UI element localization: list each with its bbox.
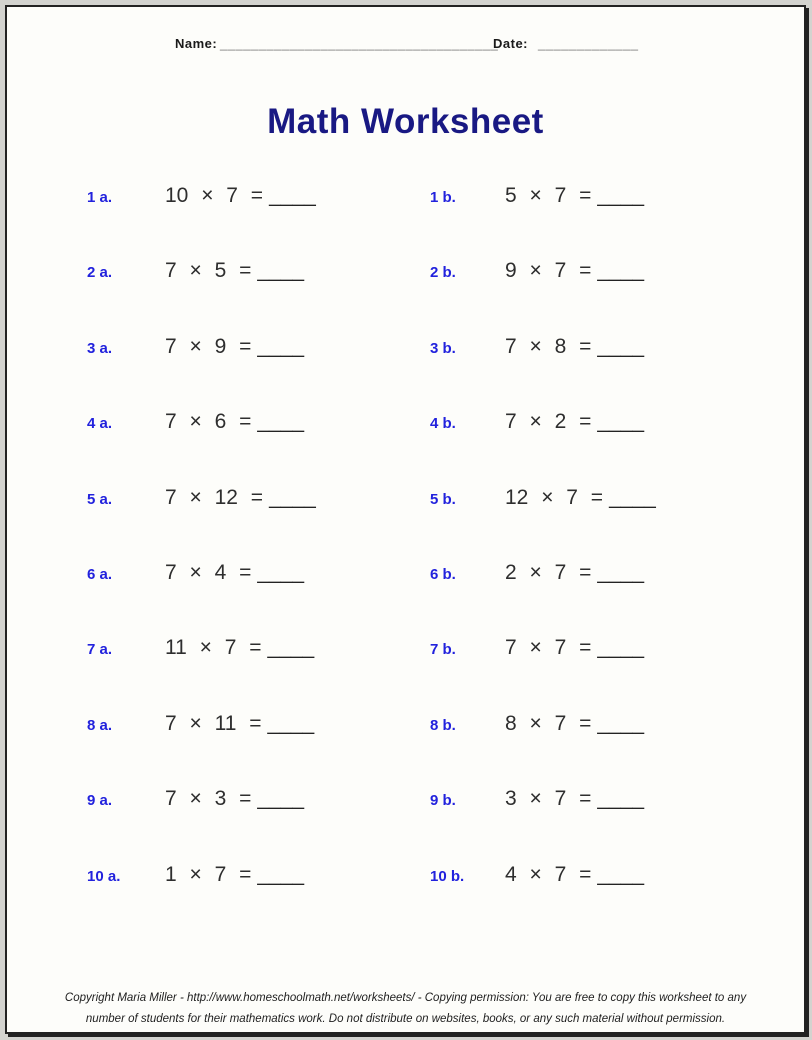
problem-label: 10 b. [430, 868, 465, 885]
answer-blank: ____ [597, 787, 645, 810]
problem-label: 9 a. [87, 792, 113, 809]
problem-expression: 9 × 7 = ____ [505, 259, 645, 282]
answer-blank: ____ [609, 486, 656, 509]
problem-expression: 7 × 12 = ____ [165, 486, 316, 509]
problem-expression: 5 × 7 = ____ [505, 184, 645, 207]
problem-label: 7 b. [430, 641, 456, 658]
answer-blank: ____ [257, 863, 305, 886]
answer-blank: ____ [597, 863, 645, 886]
answer-blank: ____ [269, 184, 316, 207]
copyright-line: Copyright Maria Miller - http://www.homeschoolmath.net/worksheets/ - Copying permission: You are free to copy this worksheet to any [64, 992, 747, 1004]
problem-row [7, 258, 804, 284]
name-blank-line: ____________________________________ [220, 36, 499, 51]
date-label: Date: [493, 36, 529, 51]
answer-blank: ____ [597, 561, 645, 584]
answer-blank: ____ [267, 636, 315, 659]
problem-row [7, 560, 804, 586]
problem-expression: 7 × 4 = ____ [165, 561, 305, 584]
problem-label: 7 a. [87, 641, 113, 658]
problem-label: 5 a. [87, 491, 113, 508]
problem-label: 1 a. [87, 189, 113, 206]
answer-blank: ____ [597, 410, 645, 433]
name-label: Name: [175, 36, 218, 51]
problem-label: 2 b. [430, 264, 456, 281]
problem-expression: 7 × 2 = ____ [505, 410, 645, 433]
problem-label: 3 a. [87, 340, 113, 357]
problem-expression: 1 × 7 = ____ [165, 863, 305, 886]
problem-expression: 7 × 7 = ____ [505, 636, 645, 659]
problem-expression: 11 × 7 = ____ [165, 636, 315, 659]
answer-blank: ____ [597, 636, 645, 659]
page-title: Math Worksheet [267, 102, 544, 141]
problem-label: 5 b. [430, 491, 456, 508]
date-blank-line: _____________ [538, 36, 639, 51]
problem-row [7, 334, 804, 360]
problem-row [7, 635, 804, 661]
answer-blank: ____ [267, 712, 315, 735]
problem-expression: 7 × 5 = ____ [165, 259, 305, 282]
answer-blank: ____ [257, 410, 305, 433]
problem-row [7, 711, 804, 737]
problem-expression: 7 × 9 = ____ [165, 335, 305, 358]
answer-blank: ____ [257, 335, 305, 358]
problem-expression: 7 × 8 = ____ [505, 335, 645, 358]
problem-expression: 7 × 6 = ____ [165, 410, 305, 433]
problem-label: 6 a. [87, 566, 113, 583]
problem-label: 6 b. [430, 566, 456, 583]
problem-label: 10 a. [87, 868, 121, 885]
answer-blank: ____ [269, 486, 316, 509]
problem-row [7, 862, 804, 888]
problem-row [7, 409, 804, 435]
answer-blank: ____ [257, 259, 305, 282]
answer-blank: ____ [597, 259, 645, 282]
problem-label: 8 a. [87, 717, 113, 734]
answer-blank: ____ [257, 787, 305, 810]
copyright-line: number of students for their mathematics work. Do not distribute on websites, books, or any such material without permission. [85, 1013, 726, 1025]
problem-label: 2 a. [87, 264, 113, 281]
problem-expression: 2 × 7 = ____ [505, 561, 645, 584]
problem-list [7, 7, 804, 1032]
problem-expression: 4 × 7 = ____ [505, 863, 645, 886]
answer-blank: ____ [597, 335, 645, 358]
answer-blank: ____ [597, 184, 645, 207]
problem-row [7, 786, 804, 812]
copyright-footer [7, 988, 804, 1030]
problem-label: 3 b. [430, 340, 456, 357]
problem-expression: 3 × 7 = ____ [505, 787, 645, 810]
problem-label: 1 b. [430, 189, 456, 206]
problem-label: 4 a. [87, 415, 113, 432]
problem-expression: 8 × 7 = ____ [505, 712, 645, 735]
problem-label: 8 b. [430, 717, 456, 734]
answer-blank: ____ [257, 561, 305, 584]
problem-expression: 7 × 11 = ____ [165, 712, 315, 735]
problem-label: 4 b. [430, 415, 456, 432]
answer-blank: ____ [597, 712, 645, 735]
problem-expression: 10 × 7 = ____ [165, 184, 316, 207]
problem-expression: 12 × 7 = ____ [505, 486, 656, 509]
problem-row [7, 485, 804, 511]
problem-row [7, 183, 804, 209]
problem-label: 9 b. [430, 792, 456, 809]
problem-expression: 7 × 3 = ____ [165, 787, 305, 810]
worksheet-page [5, 5, 806, 1034]
